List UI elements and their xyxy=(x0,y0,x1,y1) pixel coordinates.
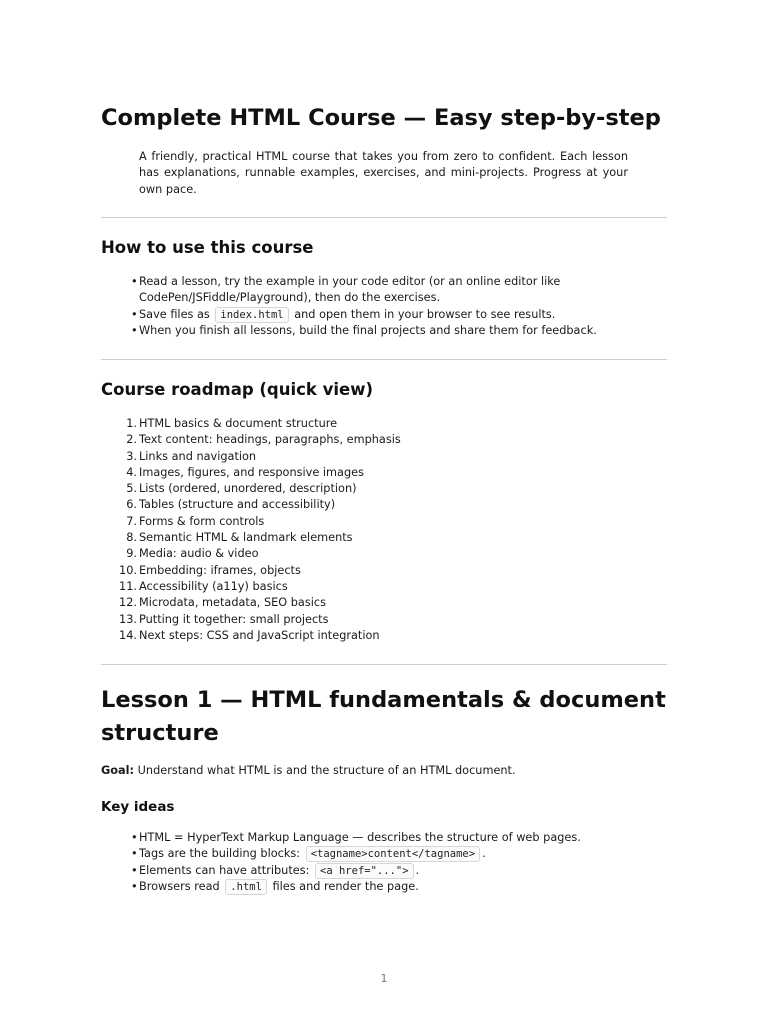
list-item-text: Read a lesson, try the example in your code editor (or an online editor like CodePen/JSFiddle/Playground), then do the exercises. xyxy=(139,275,561,305)
roadmap-item-number: 2. xyxy=(126,433,137,447)
goal-label: Goal: xyxy=(101,764,135,777)
list-item-text: files and render the page. xyxy=(272,879,419,893)
goal-line xyxy=(101,763,516,779)
how-to-use-list xyxy=(139,274,659,340)
roadmap-item-label: Tables (structure and accessibility) xyxy=(139,498,336,512)
roadmap-item-label: Accessibility (a11y) basics xyxy=(139,579,288,593)
divider xyxy=(101,359,667,360)
list-item xyxy=(139,323,659,339)
roadmap-item-number: 8. xyxy=(126,531,137,545)
inline-code: index.html xyxy=(215,307,288,323)
roadmap-item-label: Forms & form controls xyxy=(139,514,265,528)
list-item xyxy=(139,846,659,862)
roadmap-item-number: 1. xyxy=(126,417,137,430)
roadmap-item-number: 9. xyxy=(126,547,137,561)
list-item-text: HTML = HyperText Markup Language — describes the structure of web pages. xyxy=(139,831,581,844)
list-item-text: Tags are the building blocks: xyxy=(139,847,301,861)
list-item xyxy=(139,863,659,879)
roadmap-item-label: Embedding: iframes, objects xyxy=(139,563,301,577)
roadmap-item-label: Lists (ordered, unordered, description) xyxy=(139,482,357,496)
roadmap-item xyxy=(101,579,601,595)
roadmap-item-number: 10. xyxy=(119,563,137,577)
roadmap-item-number: 6. xyxy=(126,498,137,512)
list-item xyxy=(139,830,659,846)
roadmap-item-label: Text content: headings, paragraphs, emphasis xyxy=(139,433,401,447)
list-item xyxy=(139,307,659,323)
roadmap-item xyxy=(101,497,601,513)
roadmap-item xyxy=(101,546,601,562)
roadmap-item-label: Semantic HTML & landmark elements xyxy=(139,531,353,545)
roadmap-item xyxy=(101,530,601,546)
roadmap-item xyxy=(101,514,601,530)
roadmap-item-label: Microdata, metadata, SEO basics xyxy=(139,596,326,610)
key-ideas-list xyxy=(139,830,659,895)
page-number: 1 xyxy=(380,972,388,985)
list-item-text: and open them in your browser to see results. xyxy=(294,308,556,322)
list-item-text: Save files as xyxy=(139,308,210,322)
list-item-text: When you finish all lessons, build the final projects and share them for feedback. xyxy=(139,324,597,338)
roadmap-item-number: 12. xyxy=(119,596,137,610)
how-to-use-heading: How to use this course xyxy=(101,238,314,257)
list-item-text: Elements can have attributes: xyxy=(139,863,310,877)
roadmap-item xyxy=(101,416,601,432)
roadmap-item-number: 11. xyxy=(119,579,137,593)
roadmap-item xyxy=(101,449,601,465)
roadmap-item-number: 13. xyxy=(119,612,137,626)
inline-code: .html xyxy=(225,879,267,895)
divider xyxy=(101,664,667,665)
divider xyxy=(101,217,667,218)
key-ideas-heading: Key ideas xyxy=(101,799,175,815)
roadmap-item-number: 14. xyxy=(119,628,137,642)
roadmap-item-label: HTML basics & document structure xyxy=(139,417,338,430)
roadmap-item xyxy=(101,612,601,628)
roadmap-item-label: Media: audio & video xyxy=(139,547,259,561)
goal-text: Understand what HTML is and the structure of an HTML document. xyxy=(137,764,516,777)
roadmap-item-number: 3. xyxy=(126,449,137,463)
list-item xyxy=(139,274,659,307)
roadmap-item xyxy=(101,628,601,644)
intro-paragraph: A friendly, practical HTML course that takes you from zero to confident. Each lesson has explanations, runnable examples, exercises, and mini-projects. Progress at your own pace. xyxy=(139,150,628,196)
roadmap-item-label: Next steps: CSS and JavaScript integration xyxy=(139,628,380,642)
roadmap-item xyxy=(101,481,601,497)
roadmap-item-number: 4. xyxy=(126,465,137,479)
page-title: Complete HTML Course — Easy step-by-step xyxy=(101,105,661,131)
roadmap-item xyxy=(101,465,601,481)
inline-code: <tagname>content</tagname> xyxy=(306,846,480,862)
roadmap-list xyxy=(101,416,601,644)
list-item-text: Browsers read xyxy=(139,879,220,893)
list-item-text: . xyxy=(415,863,420,877)
roadmap-item-number: 5. xyxy=(126,482,137,496)
roadmap-item xyxy=(101,432,601,448)
roadmap-item xyxy=(101,595,601,611)
inline-code: <a href="..."> xyxy=(315,863,414,879)
roadmap-item-label: Links and navigation xyxy=(139,449,257,463)
lesson-1-heading: Lesson 1 — HTML fundamentals & document structure xyxy=(101,687,666,746)
roadmap-item-label: Images, figures, and responsive images xyxy=(139,465,364,479)
list-item xyxy=(139,879,659,895)
roadmap-item xyxy=(101,563,601,579)
roadmap-item-label: Putting it together: small projects xyxy=(139,612,329,626)
list-item-text: . xyxy=(482,847,486,861)
roadmap-heading: Course roadmap (quick view) xyxy=(101,380,374,399)
roadmap-item-number: 7. xyxy=(126,514,137,528)
